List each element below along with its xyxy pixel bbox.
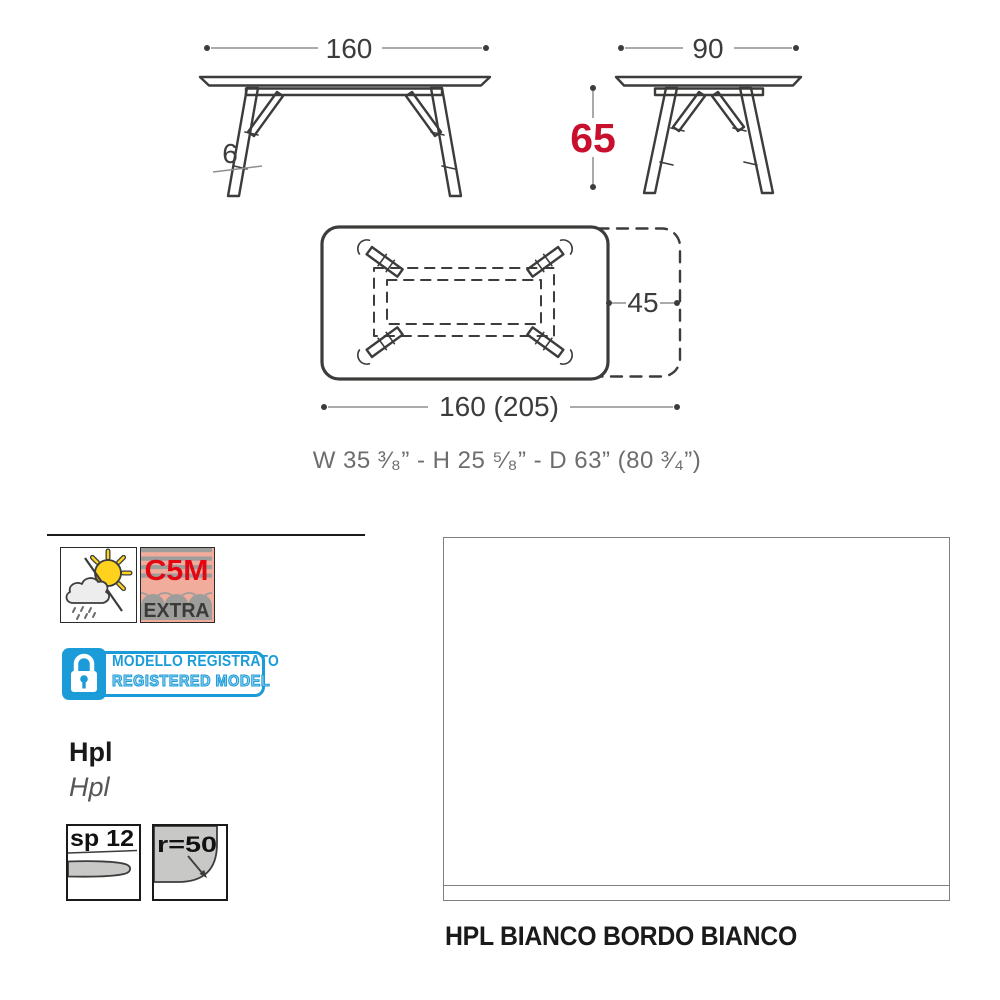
- swatch-edge-line: [444, 885, 949, 886]
- c5m-extra-label: EXTRA: [143, 600, 210, 620]
- registered-label-en: REGISTERED MODEL: [112, 673, 271, 690]
- material-name-secondary: Hpl: [69, 772, 110, 802]
- top-thickness-badge: [66, 824, 141, 901]
- side-view: [570, 33, 801, 193]
- length-label: 160 (205): [439, 391, 559, 422]
- plan-view: [321, 227, 680, 422]
- edge-profile-icon: [68, 826, 139, 899]
- registered-label-it: MODELLO REGISTRATO: [112, 653, 280, 670]
- sun-cloud-rain-icon: [61, 548, 135, 621]
- extension-depth-label: 45: [627, 287, 659, 318]
- height-label: 65: [570, 115, 616, 161]
- corner-radius-badge: [152, 824, 228, 901]
- finish-caption: HPL BIANCO BORDO BIANCO: [445, 921, 798, 951]
- top-thickness-label: 6: [222, 138, 238, 169]
- radius-label: r=50: [157, 832, 217, 857]
- imperial-dimensions: W 35 ³⁄₈” - H 25 ⁵⁄₈” - D 63” (80 ³⁄₄”): [312, 447, 702, 474]
- outdoor-weather-icon: [60, 547, 137, 623]
- side-width-label: 90: [692, 33, 724, 64]
- thickness-label: sp 12: [70, 826, 134, 851]
- registered-model-badge: [62, 648, 280, 700]
- c5m-texture-icon: [141, 548, 212, 620]
- c5m-code-label: C5M: [144, 555, 209, 587]
- section-divider: [47, 534, 365, 536]
- c5m-extra-badge: [140, 547, 215, 623]
- material-name: Hpl: [69, 737, 113, 767]
- corner-radius-icon: [154, 826, 226, 899]
- padlock-icon: [62, 648, 106, 700]
- front-view: [200, 33, 490, 196]
- finish-swatch: [443, 537, 950, 901]
- front-width-label: 160: [325, 33, 373, 64]
